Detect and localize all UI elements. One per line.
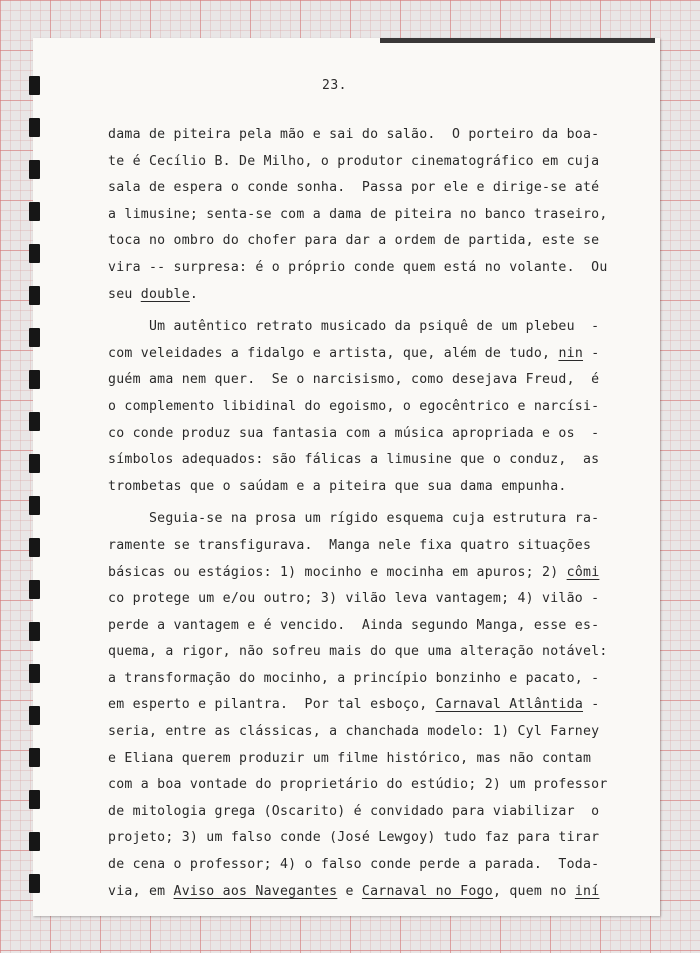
text-line — [108, 345, 598, 372]
binding-holes — [29, 70, 41, 910]
text-line — [108, 564, 598, 591]
text-segment: seu — [108, 286, 141, 302]
text-line — [108, 617, 598, 644]
text-line — [108, 803, 598, 830]
text-segment: quema, a rigor, não sofreu mais do que uma alteração notável: — [108, 644, 608, 660]
text-segment: Seguia-se na prosa um rígido esquema cuja estrutura ra- — [108, 511, 600, 527]
text-segment: , quem no — [492, 883, 575, 899]
binding-hole — [29, 832, 40, 851]
binding-hole — [29, 790, 40, 809]
text-segment: símbolos adequados: são fálicas a limusine que o conduz, as — [108, 452, 600, 468]
binding-hole — [29, 328, 40, 347]
text-segment: dama de piteira pela mão e sai do salão. O porteiro da boa- — [108, 127, 600, 142]
text-line — [108, 670, 598, 697]
text-segment: com veleidades a fidalgo e artista, que, além de tudo, — [108, 345, 559, 361]
page-edge-shadow — [380, 38, 655, 43]
text-segment: - — [583, 345, 600, 361]
text-segment: - — [583, 697, 600, 713]
text-segment: de mitologia grega (Oscarito) é convidado para viabilizar o — [108, 803, 600, 819]
binding-hole — [29, 370, 40, 389]
text-segment: co protege um e/ou outro; 3) vilão leva vantagem; 4) vilão - — [108, 591, 600, 607]
page-number: 23. — [322, 78, 347, 93]
text-segment: co conde produz sua fantasia com a música apropriada e os - — [108, 425, 600, 441]
text-segment: guém ama nem quer. Se o narcisismo, como desejava Freud, é — [108, 372, 600, 388]
text-line — [108, 696, 598, 723]
text-segment: vira -- surpresa: é o próprio conde quem está no volante. Ou — [108, 259, 608, 275]
text-line — [108, 750, 598, 777]
text-segment: com a boa vontade do proprietário do estúdio; 2) um professor — [108, 777, 608, 793]
text-segment: de cena o professor; 4) o falso conde perde a parada. Toda- — [108, 857, 600, 873]
text-line — [108, 179, 598, 206]
text-segment: ramente se transfigurava. Manga nele fixa quatro situações — [108, 537, 592, 553]
text-segment: perde a vantagem e é vencido. Ainda segundo Manga, esse es- — [108, 617, 600, 633]
binding-hole — [29, 202, 40, 221]
text-line — [108, 510, 598, 537]
text-line — [108, 829, 598, 856]
text-line — [108, 883, 598, 910]
text-line — [108, 451, 598, 478]
binding-hole — [29, 412, 40, 431]
binding-hole — [29, 118, 40, 137]
text-segment: e Eliana querem produzir um filme histórico, mas não contam — [108, 750, 592, 766]
text-segment: básicas ou estágios: 1) mocinho e mocinha em apuros; 2) — [108, 564, 567, 580]
text-line — [108, 371, 598, 398]
text-line — [108, 723, 598, 750]
text-line — [108, 398, 598, 425]
text-line — [108, 286, 598, 313]
text-line — [108, 643, 608, 670]
text-line — [108, 537, 598, 564]
text-line — [108, 425, 598, 452]
text-line — [108, 126, 598, 153]
underlined-title: Carnaval Atlântida — [435, 697, 584, 713]
text-segment: o complemento libidinal do egoismo, o egocêntrico e narcísi- — [108, 398, 600, 414]
binding-hole — [29, 160, 40, 179]
text-segment: . — [189, 286, 199, 302]
body-text — [108, 126, 608, 909]
underlined-title: iní — [574, 883, 600, 899]
text-segment: e — [337, 883, 362, 899]
text-line — [108, 776, 608, 803]
text-segment: a transformação do mocinho, a princípio bonzinho e pacato, - — [108, 670, 600, 686]
text-segment: trombetas que o saúdam e a piteira que sua dama empunha. — [108, 478, 567, 494]
binding-hole — [29, 664, 40, 683]
text-segment: seria, entre as clássicas, a chanchada modelo: 1) Cyl Farney — [108, 724, 600, 740]
text-line — [108, 478, 598, 505]
binding-hole — [29, 538, 40, 557]
text-segment: toca no ombro do chofer para dar a ordem de partida, este se — [108, 233, 600, 249]
underlined-title: Aviso aos Navegantes — [173, 883, 338, 899]
text-segment: via, em — [108, 883, 174, 899]
text-line — [108, 590, 598, 617]
underlined-title: Carnaval no Fogo — [361, 883, 493, 899]
text-segment: a limusine; senta-se com a dama de piteira no banco traseiro, — [108, 206, 608, 222]
text-segment: te é Cecílio B. De Milho, o produtor cinematográfico em cuja — [108, 153, 600, 169]
binding-hole — [29, 244, 40, 263]
binding-hole — [29, 748, 40, 767]
text-line — [108, 259, 608, 286]
text-segment: sala de espera o conde sonha. Passa por ele e dirige-se até — [108, 180, 600, 196]
text-line — [108, 206, 608, 233]
underlined-title: nin — [558, 345, 584, 361]
text-segment: Um autêntico retrato musicado da psiquê de um plebeu - — [108, 319, 600, 335]
binding-hole — [29, 454, 40, 473]
text-line — [108, 318, 598, 345]
text-line — [108, 856, 598, 883]
binding-hole — [29, 76, 40, 95]
underlined-title: double — [140, 286, 190, 302]
text-segment: em esperto e pilantra. Por tal esboço, — [108, 697, 436, 713]
text-line — [108, 153, 598, 180]
text-segment: projeto; 3) um falso conde (José Lewgoy) tudo faz para tirar — [108, 830, 600, 846]
binding-hole — [29, 622, 40, 641]
binding-hole — [29, 580, 40, 599]
underlined-title: cômi — [566, 564, 600, 580]
text-line — [108, 232, 598, 259]
binding-hole — [29, 286, 40, 305]
binding-hole — [29, 496, 40, 515]
binding-hole — [29, 874, 40, 893]
binding-hole — [29, 706, 40, 725]
